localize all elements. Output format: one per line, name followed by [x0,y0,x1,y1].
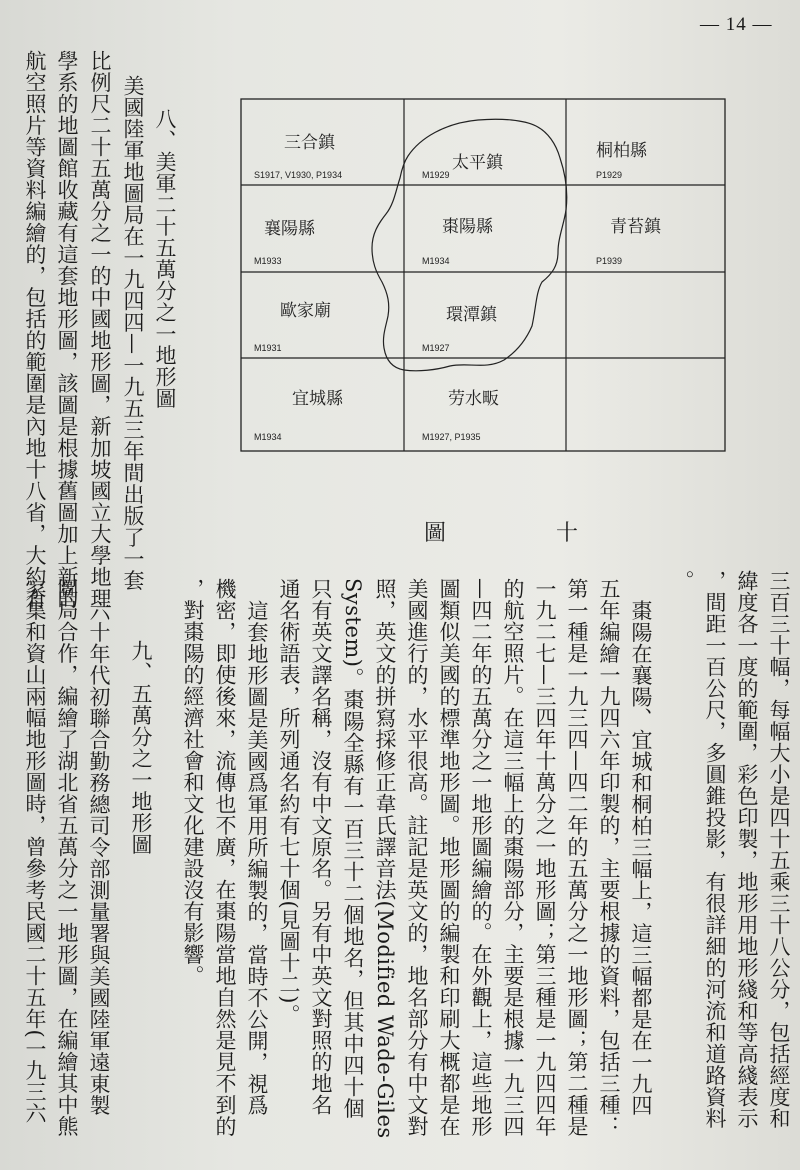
map-cell-note: P1929 [596,170,623,180]
map-cell-name: 棗陽縣 [442,217,493,237]
text-line: —四二年的五萬分之一地形圖編繪的。在外觀上，這些地形 [469,578,493,1137]
text-line: 緯度各一度的範圍，彩色印製，地形用地形綫和等高綫表示 [735,570,759,1129]
text-line: 圖類似美國的標準地形圖。地形圖的編製和印刷大概都是在 [437,578,461,1137]
map-cell-name: 襄陽縣 [264,219,315,239]
map-cell-note: M1929 [422,170,450,180]
text-line: 通名術語表，所列通名約有七十個(見圖十二)。 [277,578,301,1026]
text-line: 家集和資山兩幅地形圖時，曾參考民國二十五年(一九三六 [23,578,47,1125]
map-cell-name: 桐柏縣 [596,141,647,161]
text-line: 六十年代初聯合勤務總司令部測量署與美國陸軍遠東製 [87,600,111,1116]
page-number: — 14 — [700,14,773,35]
text-line: 照，英文的拼寫採修正韋氏譯音法(Modified Wade-Giles [373,578,397,1139]
text-line: 的航空照片。在這三幅上的棗陽部分，主要是根據一九三四 [501,578,525,1137]
map-cell-note: M1934 [254,432,282,442]
text-line: 美國陸軍地圖局在一九四四—一九五三年間出版了一套 [121,75,145,591]
text-line: 學系的地圖館收藏有這套地形圖，該圖是根據舊圖加上新的 [55,50,79,609]
text-line: 只有英文譯名稱，沒有中文原名。另有中英文對照的地名 [309,578,333,1116]
map-cell-note: S1917, V1930, P1934 [254,170,343,180]
map-figure [240,98,726,452]
text-line: 美國進行的，水平很高。註記是英文的，地名部分有中文對 [405,578,429,1137]
figure-caption-right: 十 [556,521,579,546]
map-cell-name: 青苔鎮 [610,217,661,237]
text-line: 機密，即使後來，流傳也不廣，在棗陽當地自然是見不到的 [213,578,237,1137]
map-cell-name: 環潭鎮 [446,305,497,325]
text-line: 第一種是一九三四—四二年的五萬分之一地形圖；第二種是 [565,578,589,1137]
text-line: 航空照片等資料編繪的，包括的範圍是內地十八省，大約有 [23,50,47,609]
text-line: ，間距一百公尺，多圓錐投影，有很詳細的河流和道路資料 [703,570,727,1129]
map-cell-note: M1934 [422,256,450,266]
figure-caption-left: 圖 [424,521,447,546]
text-line: 一九二七—三四年十萬分之一地形圖；第三種是一九四四年 [533,578,557,1137]
map-cell-name: 三合鎮 [284,133,335,153]
map-cell-name: 歐家廟 [280,301,331,321]
map-cell-note: M1927 [422,343,450,353]
map-cell-note: M1931 [254,343,282,353]
text-line: System)。棗陽全縣有一百三十二個地名，但其中四十個 [341,578,365,1119]
map-cell-name: 劳水畈 [448,389,499,409]
section-heading-9: 九、五萬分之一地形圖 [129,640,153,855]
text-line: 。 [671,570,695,592]
text-line: 五年編繪一九四六年印製的，主要根據的資料，包括三種： [597,578,621,1137]
section-heading-8: 八、美軍二十五萬分之一地形圖 [153,108,177,409]
map-cell-name: 太平鎮 [452,153,503,173]
text-line: 這套地形圖是美國爲軍用所編製的，當時不公開，視爲 [245,600,269,1116]
map-cell-note: M1933 [254,256,282,266]
map-cell-name: 宜城縣 [292,389,343,409]
text-line: 圖局合作，編繪了湖北省五萬分之一地形圖，在編繪其中熊 [55,578,79,1137]
map-cell-note: P1939 [596,256,623,266]
map-cell-note: M1927, P1935 [422,432,481,442]
text-line: 比例尺二十五萬分之一的中國地形圖，新加坡國立大學地理 [88,50,112,609]
text-line: 棗陽在襄陽、宜城和桐柏三幅上，這三幅都是在一九四 [629,600,653,1116]
text-line: ，對棗陽的經濟社會和文化建設沒有影響。 [181,578,205,987]
text-line: 三百三十幅，每幅大小是四十五乘三十八公分，包括經度和 [767,570,791,1129]
